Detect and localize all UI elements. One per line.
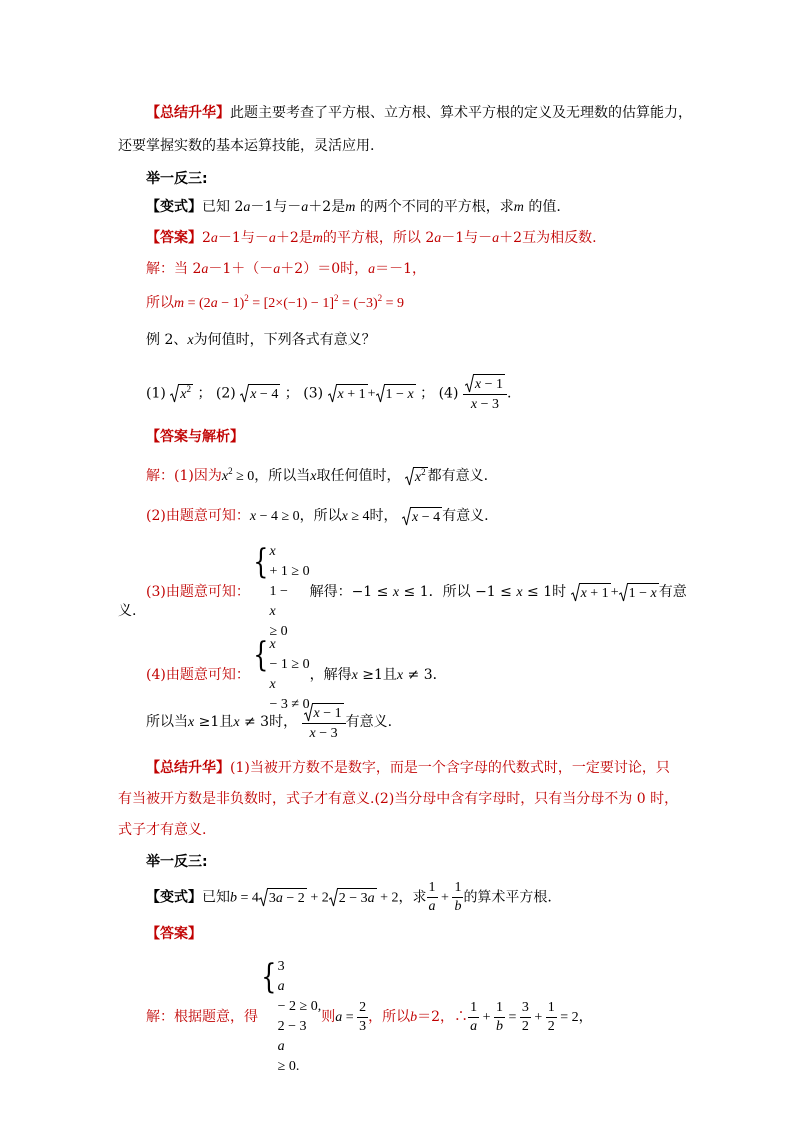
var-x: x	[269, 544, 276, 559]
q-text: 的算术平方根.	[463, 889, 552, 906]
sqrt-1-minus-x	[376, 384, 416, 403]
fraction-1-over-a	[427, 880, 438, 915]
var-x: x	[309, 725, 316, 741]
var-x: x	[337, 387, 344, 402]
variant-2-question	[146, 880, 552, 916]
example-2-items	[146, 374, 511, 413]
var-x: x	[249, 509, 257, 524]
period: .	[506, 385, 512, 402]
step-text: ≤ 1．所以 −1 ≤	[399, 584, 517, 600]
var-x: x	[474, 377, 482, 392]
math: − 3	[477, 397, 499, 412]
fraction-1-over-b	[494, 1000, 505, 1035]
plus: +	[479, 1010, 494, 1025]
step-text: 有意义.	[442, 508, 489, 524]
step-math: ≥ 4时，	[347, 509, 398, 524]
item-label: ； (4)	[420, 385, 459, 402]
plus: +	[530, 1010, 546, 1025]
math: 2	[521, 1018, 529, 1034]
step-text: ，解得	[309, 667, 352, 683]
math: 3	[359, 1018, 367, 1034]
summary-text: 此题主要考查了平方根、立方根、算术平方根的定义及无理数的估算能力，	[230, 105, 692, 121]
variant-tag: 【变式】	[146, 889, 202, 906]
ans-text: 2	[202, 230, 211, 246]
var-x: x	[516, 585, 523, 600]
fraction-1-over-a	[468, 1000, 479, 1035]
math: + 2	[306, 890, 329, 906]
sqrt-x-minus-4	[240, 384, 280, 403]
step-math: ≥ 0，所以当	[232, 469, 311, 484]
res-math: = (−3)	[338, 296, 378, 311]
var-a: a	[268, 231, 276, 246]
var-a: a	[243, 200, 251, 215]
step-text: 解：(1)因为	[146, 468, 222, 484]
sqrt-1-minus-x	[619, 583, 659, 602]
var-x: x	[313, 705, 320, 721]
var-a: a	[210, 231, 218, 246]
var-x: x	[269, 604, 276, 619]
q-text: ＋2是	[308, 199, 346, 215]
sqrt-x-plus-1	[328, 384, 368, 403]
analysis-step-5	[146, 702, 392, 743]
fraction-1-over-2	[546, 1000, 557, 1035]
var-b: b	[454, 899, 462, 914]
math: 1	[546, 1000, 557, 1018]
var-x: x	[188, 715, 195, 730]
summary-tag: 【总结升华】	[146, 105, 230, 121]
var-a: a	[335, 1010, 343, 1025]
summary-paragraph-1	[146, 103, 692, 123]
step-text: 取任何值时，	[316, 468, 401, 484]
var-x: x	[310, 469, 317, 484]
sqrt-x-plus-1	[571, 583, 611, 602]
var-a: a	[428, 899, 436, 914]
sol-text: 解：当 2	[146, 261, 202, 277]
math: 1 −	[628, 585, 651, 601]
ans-text: －1与－	[217, 230, 269, 246]
sol-text: 则	[321, 1009, 336, 1025]
q-text: 已知	[202, 889, 230, 906]
var-x: x	[269, 677, 276, 692]
math: − 3	[315, 725, 338, 741]
var-x: x	[580, 585, 587, 601]
sol-text: ＋2）＝0时，	[280, 261, 369, 277]
sqrt-x-minus-4	[402, 507, 442, 526]
sqrt-x-squared	[405, 467, 428, 486]
ex-text: 为何值时，下列各式有意义？	[193, 332, 376, 348]
step-text: ≥1且	[357, 667, 397, 683]
var-x: x	[412, 509, 419, 525]
math: − 2	[282, 891, 305, 906]
sol-text: 解：根据题意，得	[146, 1009, 258, 1025]
equals: =	[504, 1010, 520, 1025]
analysis-step-3	[146, 542, 687, 642]
var-x: x	[414, 469, 422, 485]
res-math: − 1)	[217, 296, 245, 311]
math: 1	[468, 1000, 479, 1018]
inequality-system: { x − 1 ≥ 0 x − 3 ≠ 0	[250, 635, 310, 715]
result-line	[146, 293, 404, 314]
answer-line	[146, 228, 597, 249]
item-label: ； (2)	[197, 385, 236, 402]
step-text: 所以当	[146, 714, 188, 730]
plus: +	[610, 585, 619, 600]
var-a: a	[273, 262, 281, 277]
step-math: − 4 ≥ 0，所以	[256, 509, 342, 524]
var-x: x	[221, 469, 229, 484]
math: = 2，	[556, 1010, 593, 1025]
sqrt-3a-minus-2	[259, 888, 307, 907]
res-text: 所以	[146, 295, 174, 311]
analysis-step-3-cont: 义.	[118, 603, 137, 619]
fraction-sqrt-x-1-over-x-3	[302, 703, 346, 742]
inequality-system: { x + 1 ≥ 0 1 − x ≥ 0	[250, 542, 310, 642]
analysis-step-2	[146, 503, 489, 530]
sqrt-x-squared	[170, 384, 193, 403]
summary-text: (1)当被开方数不是数字，而是一个含字母的代数式时，一定要讨论，只	[230, 760, 670, 776]
step-text: ≤ 1时	[522, 584, 567, 600]
math: =	[342, 1010, 358, 1025]
item-label: ； (3)	[284, 385, 324, 402]
sol-text: －1＋（－	[208, 261, 274, 277]
step-text: 都有意义.	[427, 468, 489, 484]
math: + 1 ≥ 0	[269, 564, 310, 579]
math: − 3 ≠ 0	[269, 697, 310, 712]
sol-text: ，所以	[368, 1009, 411, 1025]
var-m: m	[174, 296, 185, 311]
exponent: 2	[377, 293, 383, 303]
math: 1 −	[269, 584, 288, 599]
step-text: (3)由题意可知：	[146, 584, 250, 600]
step-text: 解得：−1 ≤	[309, 584, 393, 600]
sol-text: ＝2，∴	[417, 1009, 469, 1025]
math: − 2 ≥ 0,	[277, 999, 322, 1014]
var-a: a	[368, 262, 376, 277]
solution-2-line	[146, 957, 593, 1077]
fraction-sqrt-x-1-over-x-3	[463, 374, 507, 413]
var-x: x	[470, 397, 478, 412]
math: − 1 ≥ 0	[269, 657, 310, 672]
math: = 4	[237, 890, 259, 906]
res-math: = (2	[184, 296, 211, 311]
res-math: = [2×(−1) − 1]	[248, 296, 334, 311]
practice-2-heading: 举一反三:	[146, 854, 208, 870]
ans-text: ＋2互为相反数.	[499, 230, 597, 246]
step-text: ≠ 3时，	[239, 714, 298, 730]
var-m: m	[345, 200, 356, 215]
var-a: a	[301, 200, 309, 215]
exponent: 2	[333, 293, 339, 303]
var-a: a	[277, 979, 285, 994]
summary-paragraph-2	[146, 758, 670, 778]
var-x: x	[269, 637, 276, 652]
step-text: 有意	[658, 584, 687, 600]
res-math: = 9	[382, 296, 405, 311]
math: 1	[452, 880, 463, 898]
var-x: x	[407, 387, 414, 402]
analysis-tag: 【答案与解析】	[146, 429, 244, 445]
summary-2-line-2: 有当被开方数是非负数时，式子才有意义.(2)当分母中含有字母时，只有当分母不为 0 时，	[118, 791, 679, 807]
var-a: a	[210, 296, 218, 311]
math: − 1	[319, 705, 342, 721]
var-x: x	[341, 509, 348, 524]
step-text: (2)由题意可知：	[146, 508, 250, 524]
fraction-3-over-2	[520, 1000, 531, 1035]
math: − 4	[418, 509, 441, 525]
ans-text: ＋2是	[275, 230, 313, 246]
math: 1	[494, 1000, 505, 1018]
math: 3	[268, 891, 276, 906]
step-text: ≠ 3．	[403, 667, 447, 683]
var-m: m	[312, 231, 323, 246]
example-2-title	[146, 330, 376, 351]
q-text: 的两个不同的平方根，求	[355, 199, 514, 215]
var-a: a	[275, 891, 283, 906]
fraction-2-over-3	[357, 1000, 368, 1035]
summary-text-line-2: 还要掌握实数的基本运算技能，灵活应用.	[118, 138, 375, 154]
answer-tag: 【答案】	[146, 230, 202, 246]
analysis-step-1	[146, 463, 488, 490]
inequality-system: { 3 a − 2 ≥ 0, 2 − 3 a ≥ 0.	[258, 957, 321, 1077]
var-a: a	[470, 1018, 478, 1034]
plus: +	[367, 386, 376, 402]
answer-2-tag: 【答案】	[146, 926, 202, 942]
exponent: 2	[228, 466, 233, 476]
var-x: x	[180, 387, 187, 402]
math: 3	[277, 959, 285, 974]
variant-question	[146, 197, 561, 218]
var-b: b	[230, 890, 237, 906]
var-a: a	[492, 231, 500, 246]
step-text: (4)由题意可知：	[146, 667, 250, 683]
math: + 1	[586, 585, 609, 601]
exponent: 2	[421, 466, 426, 477]
var-x: x	[392, 585, 400, 600]
var-x: x	[250, 387, 257, 402]
sol-text: ＝－1，	[375, 261, 427, 277]
summary-tag: 【总结升华】	[146, 760, 230, 776]
math: ≥ 0.	[277, 1059, 300, 1074]
var-a: a	[277, 1039, 285, 1054]
var-b: b	[495, 1018, 503, 1034]
practice-heading: 举一反三:	[146, 171, 208, 187]
math: 1 −	[385, 387, 408, 402]
math: 1	[427, 880, 438, 898]
var-x: x	[187, 333, 194, 348]
var-x: x	[351, 668, 358, 683]
ex-label: 例 2、	[146, 332, 188, 348]
exponent: 2	[244, 293, 249, 303]
item-label: (1)	[146, 385, 166, 402]
ans-text: 的平方根，所以 2	[322, 230, 435, 246]
solution-line	[146, 259, 426, 280]
summary-2-line-3: 式子才有意义.	[118, 822, 207, 838]
q-text: －1与－	[250, 199, 302, 215]
math: − 1	[481, 377, 503, 392]
step-text: ≥1且	[194, 714, 234, 730]
math: 2 − 3	[277, 1019, 307, 1034]
math: − 4	[256, 387, 279, 402]
var-x: x	[396, 668, 404, 683]
var-b: b	[410, 1010, 418, 1025]
math: 2 − 3	[338, 891, 368, 906]
q-text: 已知 2	[202, 199, 244, 215]
q-text: 的值.	[523, 199, 561, 215]
var-a: a	[201, 262, 209, 277]
math: + 2，求	[376, 890, 427, 906]
var-x: x	[650, 585, 657, 601]
plus: +	[437, 890, 453, 906]
var-m: m	[513, 200, 524, 215]
ans-text: －1与－	[441, 230, 493, 246]
var-x: x	[233, 715, 240, 730]
variant-tag: 【变式】	[146, 199, 202, 215]
step-text: 有意义.	[345, 714, 393, 730]
var-a: a	[367, 891, 375, 906]
math: + 1	[343, 387, 366, 402]
var-a: a	[434, 231, 442, 246]
math: 2	[357, 1000, 368, 1018]
math: 3	[520, 1000, 531, 1018]
math: ≥ 0	[269, 624, 288, 639]
fraction-1-over-b	[452, 880, 463, 915]
math: 2	[547, 1018, 555, 1034]
exponent: 2	[186, 384, 192, 394]
sqrt-2-minus-3a	[329, 888, 377, 907]
